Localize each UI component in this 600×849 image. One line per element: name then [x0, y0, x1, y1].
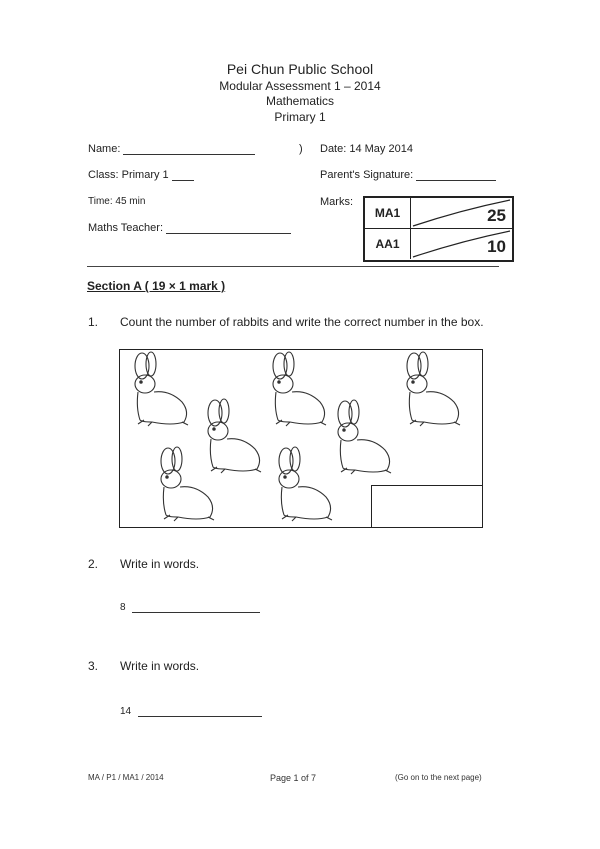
class-label: Class: Primary 1	[88, 169, 169, 181]
answer-prompt: 14	[120, 706, 132, 717]
question-number: 3.	[88, 659, 99, 673]
answer-blank[interactable]	[132, 612, 260, 613]
answer-prompt: 8	[120, 602, 126, 613]
marks-total: 25	[487, 206, 506, 225]
rabbit-icon	[338, 400, 391, 474]
marks-row-label: AA1	[365, 229, 411, 259]
subject-title: Mathematics	[265, 94, 335, 108]
teacher-label: Maths Teacher:	[88, 222, 164, 234]
school-name: Pei Chun Public School	[226, 61, 374, 77]
parent-signature-label: Parent's Signature:	[320, 169, 414, 181]
parent-signature-blank[interactable]	[416, 180, 496, 181]
rabbit-icon	[407, 352, 460, 426]
question-text: Write in words.	[120, 557, 200, 571]
marks-row-label: MA1	[365, 198, 411, 228]
answer-box[interactable]	[371, 485, 483, 528]
rabbit-icon	[161, 447, 214, 521]
name-label: Name:	[88, 143, 121, 155]
question-number: 1.	[88, 315, 99, 329]
rabbit-icon	[279, 447, 332, 521]
page-number: Page 1 of 7	[270, 773, 317, 783]
marks-row-aa1	[365, 229, 512, 259]
marks-label: Marks:	[320, 196, 353, 208]
parent-signature-field	[320, 169, 496, 181]
class-field	[88, 169, 194, 181]
question-text: Write in words.	[120, 659, 200, 673]
class-blank[interactable]	[172, 180, 194, 181]
marks-row-ma1	[365, 198, 512, 229]
teacher-blank[interactable]	[166, 233, 291, 234]
date-label: Date: 14 May 2014	[320, 143, 413, 155]
assessment-title: Modular Assessment 1 – 2014	[219, 79, 381, 93]
answer-blank[interactable]	[138, 716, 262, 717]
answer-field	[120, 602, 260, 613]
time-label: Time: 45 min	[88, 196, 146, 207]
name-close-paren: )	[299, 143, 303, 155]
marks-total: 10	[487, 237, 506, 256]
level-title: Primary 1	[274, 110, 326, 124]
divider-line	[87, 266, 499, 267]
teacher-field	[88, 222, 291, 234]
question-text: Count the number of rabbits and write the correct number in the box.	[120, 315, 484, 329]
section-title: Section A ( 19 × 1 mark )	[87, 279, 226, 293]
answer-field	[120, 706, 262, 717]
rabbit-icon	[273, 352, 326, 426]
rabbit-icon	[135, 352, 188, 426]
footer-code: MA / P1 / MA1 / 2014	[88, 773, 164, 782]
name-field	[88, 143, 255, 155]
rabbit-icon	[208, 399, 261, 473]
marks-table	[363, 196, 514, 262]
question-number: 2.	[88, 557, 99, 571]
name-blank[interactable]	[123, 154, 255, 155]
next-page-note: (Go on to the next page)	[395, 773, 482, 782]
